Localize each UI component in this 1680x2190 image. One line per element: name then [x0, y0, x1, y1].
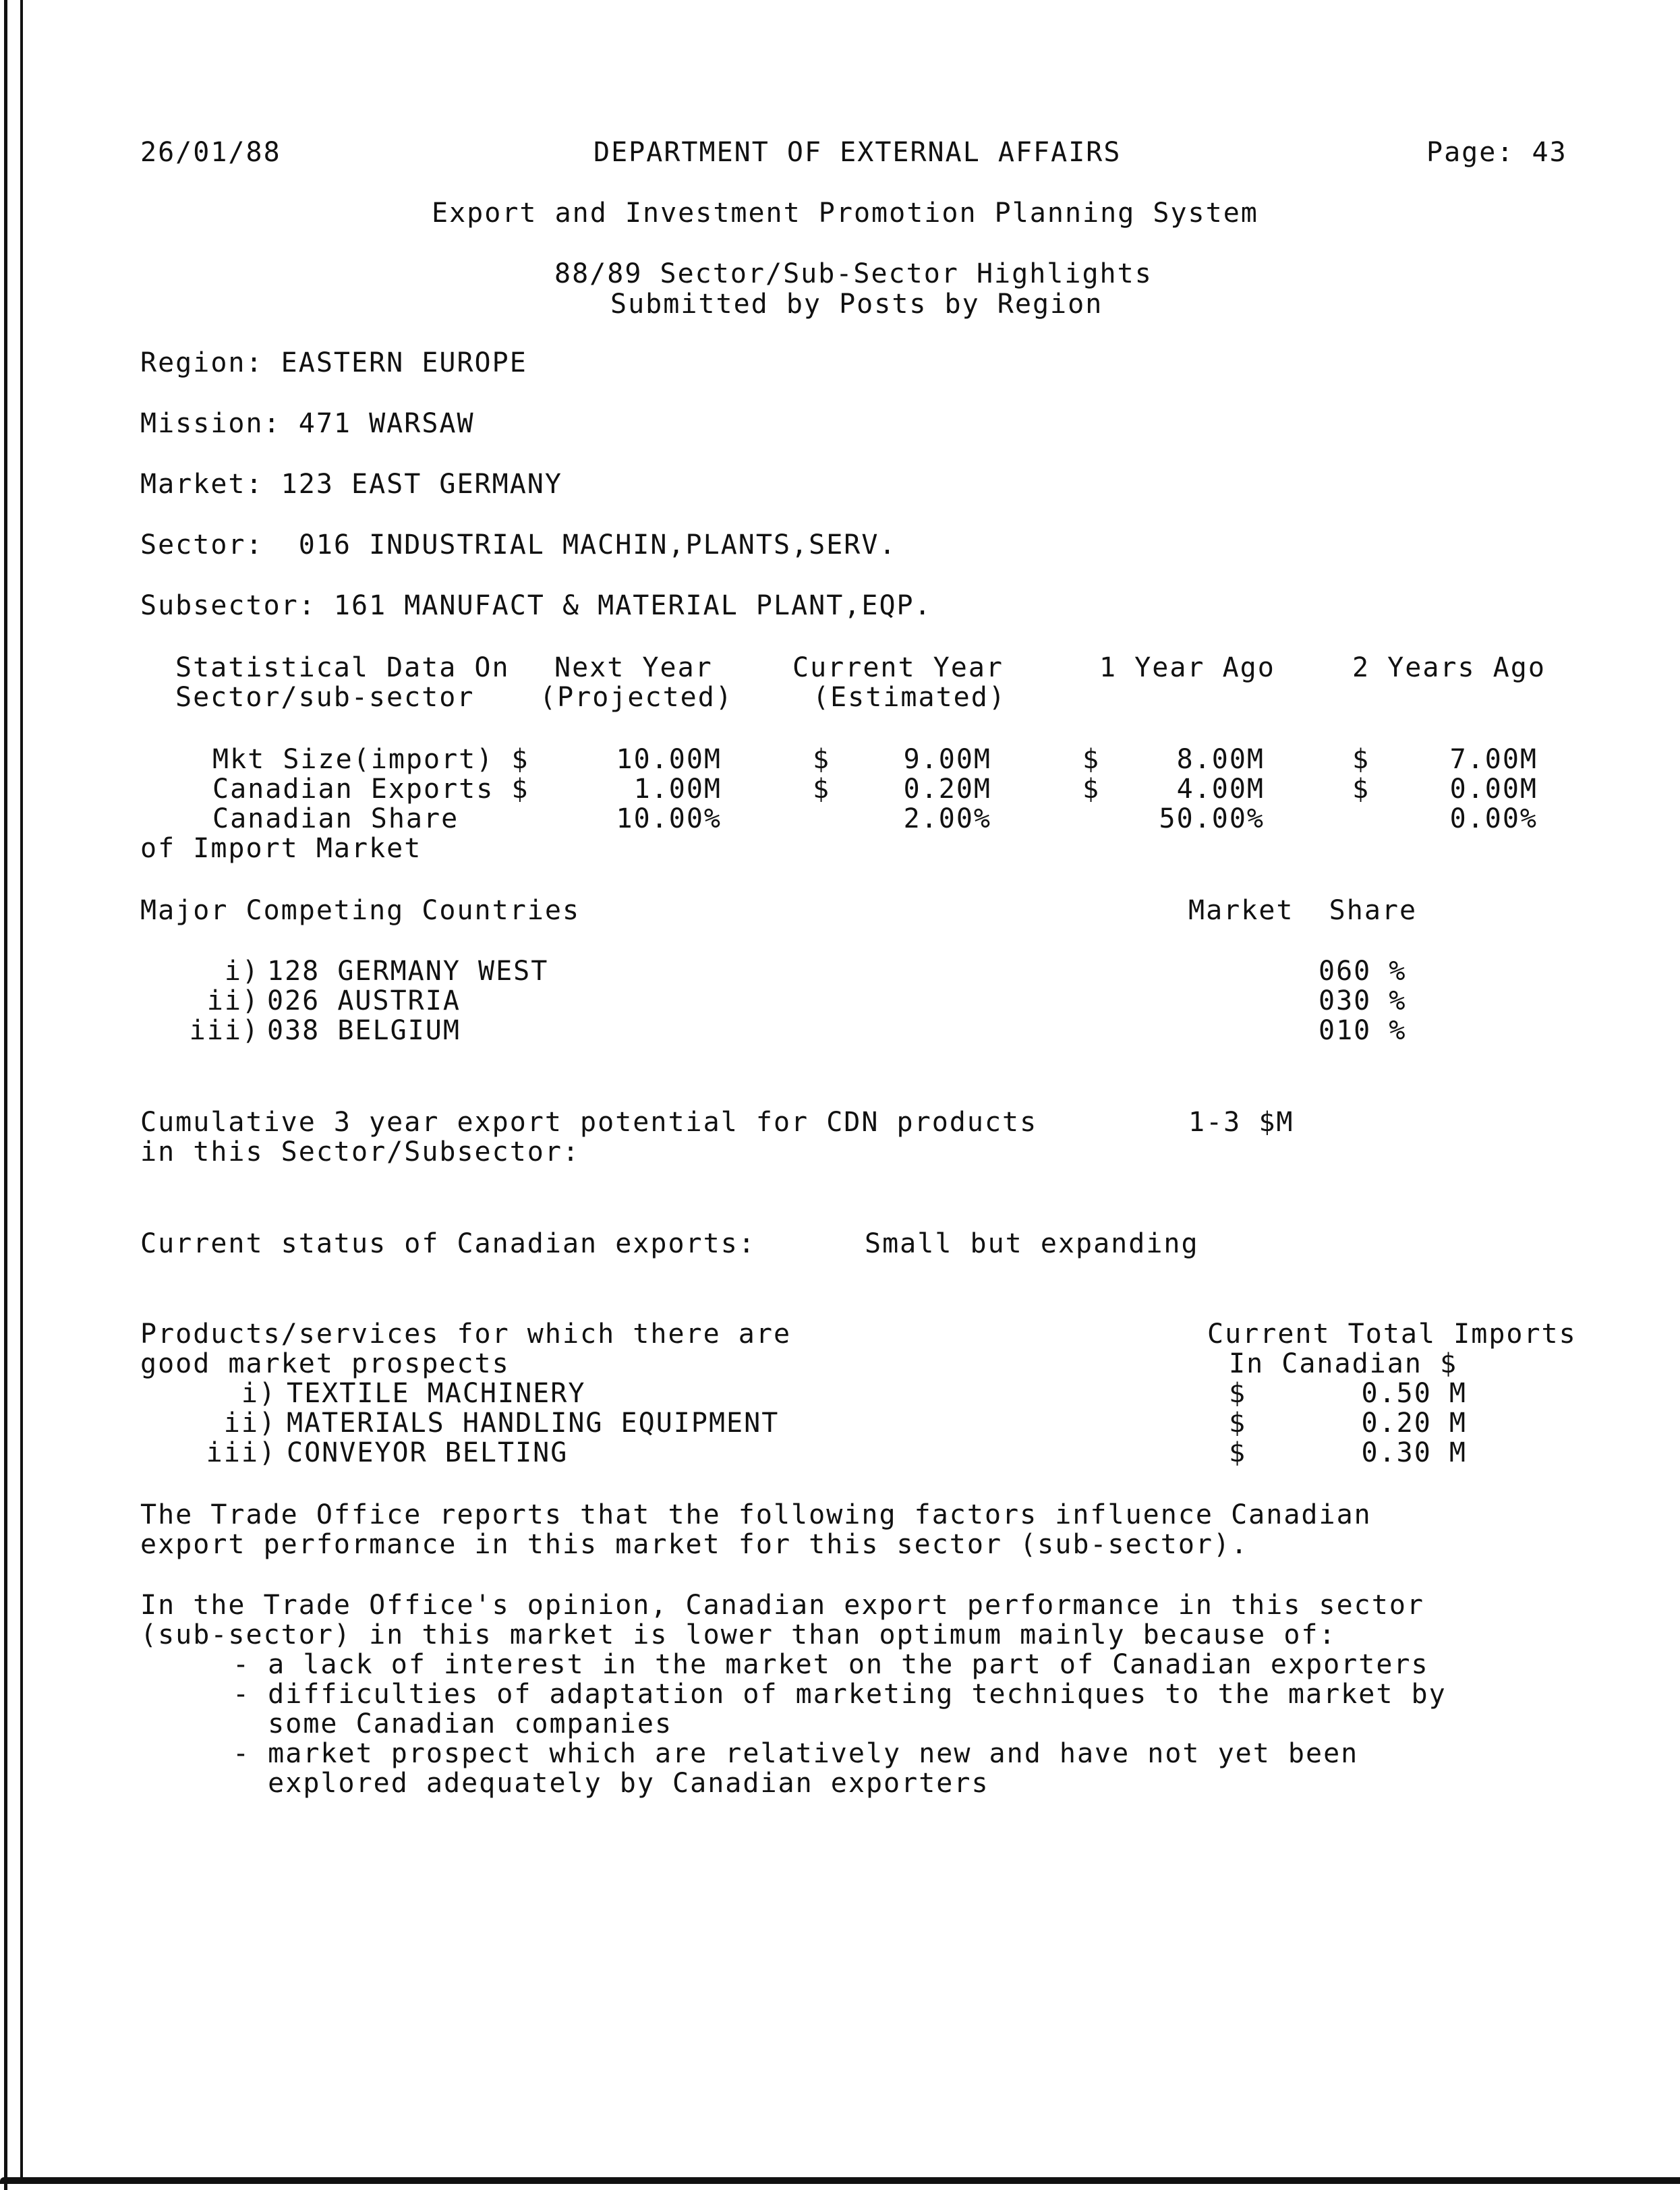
- submitted-subtitle: Submitted by Posts by Region: [610, 289, 1103, 320]
- header-department: DEPARTMENT OF EXTERNAL AFFAIRS: [593, 137, 1122, 168]
- product-currency: $: [1229, 1437, 1247, 1468]
- opinion-bullet-continued: explored adequately by Canadian exporters: [233, 1768, 989, 1799]
- row-label: Canadian Exports $: [212, 774, 529, 805]
- cell-one-year-ago: 4.00M: [1176, 774, 1265, 805]
- cell-current-year: 0.20M: [903, 774, 991, 805]
- opinion-bullet: - a lack of interest in the market on the part of Canadian exporters: [233, 1649, 1429, 1680]
- sector-field: Sector: 016 INDUSTRIAL MACHIN,PLANTS,SERV.: [140, 529, 897, 560]
- cell-next-year: 1.00M: [633, 774, 722, 805]
- header-page-number: Page: 43: [1426, 137, 1567, 168]
- header-date: 26/01/88: [140, 137, 281, 168]
- col-one-year-ago: 1 Year Ago: [1099, 652, 1275, 683]
- cell-two-years-ago: 0.00%: [1449, 803, 1538, 834]
- col-current-year-sub: (Estimated): [813, 682, 1006, 713]
- country-share: 030 %: [1319, 985, 1407, 1016]
- item-number: iii): [206, 1437, 277, 1468]
- product-imports-value: 0.30 M: [1361, 1437, 1467, 1468]
- cell-current-year: 9.00M: [903, 744, 991, 775]
- opinion-line-2: (sub-sector) in this market is lower than optimum mainly because of:: [140, 1619, 1337, 1650]
- factors-line-1: The Trade Office reports that the following factors influence Canadian: [140, 1499, 1372, 1530]
- competitors-heading: Major Competing Countries: [140, 895, 581, 926]
- market-share-heading: Market Share: [1188, 895, 1418, 926]
- row-label: Canadian Share: [212, 803, 459, 834]
- product-name: TEXTILE MACHINERY: [287, 1378, 586, 1409]
- product-imports-value: 0.50 M: [1361, 1378, 1467, 1409]
- status-label: Current status of Canadian exports:: [140, 1228, 756, 1259]
- cell-currency: $: [813, 744, 831, 775]
- cell-currency: $: [1082, 744, 1101, 775]
- cell-one-year-ago: 50.00%: [1159, 803, 1265, 834]
- opinion-line-1: In the Trade Office's opinion, Canadian export performance in this sector: [140, 1590, 1424, 1621]
- cell-currency: $: [1352, 744, 1370, 775]
- product-currency: $: [1229, 1378, 1247, 1409]
- product-imports-value: 0.20 M: [1361, 1408, 1467, 1439]
- region-field: Region: EASTERN EUROPE: [140, 347, 527, 378]
- col-two-years-ago: 2 Years Ago: [1352, 652, 1546, 683]
- col-next-year-sub: (Projected): [540, 682, 733, 713]
- col-next-year: Next Year: [554, 652, 713, 683]
- cell-one-year-ago: 8.00M: [1176, 744, 1265, 775]
- page-left-border: [4, 0, 7, 2190]
- potential-label-line-2: in this Sector/Subsector:: [140, 1136, 581, 1168]
- row-label: Mkt Size(import) $: [212, 744, 529, 775]
- item-number: i): [224, 956, 260, 987]
- country-share: 060 %: [1319, 956, 1407, 987]
- opinion-bullet-continued: some Canadian companies: [233, 1708, 673, 1739]
- cell-currency: $: [1082, 774, 1101, 805]
- products-heading-1: Products/services for which there are: [140, 1319, 792, 1350]
- page-bottom-border: [0, 2177, 1680, 2184]
- imports-heading-2: In Canadian $: [1229, 1348, 1458, 1379]
- cell-next-year: 10.00M: [616, 744, 722, 775]
- products-heading-2: good market prospects: [140, 1348, 510, 1379]
- country-name: 128 GERMANY WEST: [267, 956, 549, 987]
- cell-current-year: 2.00%: [903, 803, 991, 834]
- market-field: Market: 123 EAST GERMANY: [140, 469, 562, 500]
- cell-currency: $: [813, 774, 831, 805]
- page-left-border-inner: [20, 0, 23, 2180]
- opinion-bullet: - difficulties of adaptation of marketing techniques to the market by: [233, 1679, 1447, 1710]
- highlights-title: 88/89 Sector/Sub-Sector Highlights: [554, 258, 1153, 289]
- product-currency: $: [1229, 1408, 1247, 1439]
- stats-label-heading-2: Sector/sub-sector: [175, 682, 475, 713]
- potential-label-line-1: Cumulative 3 year export potential for CDN products: [140, 1107, 1038, 1138]
- cell-two-years-ago: 0.00M: [1449, 774, 1538, 805]
- country-name: 038 BELGIUM: [267, 1015, 461, 1046]
- system-title: Export and Investment Promotion Planning System: [432, 198, 1258, 229]
- opinion-bullet: - market prospect which are relatively new and have not yet been: [233, 1738, 1359, 1769]
- col-current-year: Current Year: [792, 652, 1004, 683]
- item-number: i): [241, 1378, 277, 1409]
- status-value: Small but expanding: [865, 1228, 1199, 1259]
- potential-value: 1-3 $M: [1188, 1107, 1294, 1138]
- share-label-continued: of Import Market: [140, 833, 422, 864]
- country-name: 026 AUSTRIA: [267, 985, 461, 1016]
- product-name: MATERIALS HANDLING EQUIPMENT: [287, 1408, 780, 1439]
- item-number: iii): [189, 1015, 260, 1046]
- factors-line-2: export performance in this market for this sector (sub-sector).: [140, 1529, 1249, 1560]
- item-number: ii): [206, 985, 260, 1016]
- imports-heading-1: Current Total Imports: [1207, 1319, 1577, 1350]
- mission-field: Mission: 471 WARSAW: [140, 408, 475, 439]
- cell-currency: $: [1352, 774, 1370, 805]
- stats-label-heading-1: Statistical Data On: [175, 652, 510, 683]
- item-number: ii): [223, 1408, 277, 1439]
- product-name: CONVEYOR BELTING: [287, 1437, 569, 1468]
- cell-two-years-ago: 7.00M: [1449, 744, 1538, 775]
- country-share: 010 %: [1319, 1015, 1407, 1046]
- cell-next-year: 10.00%: [616, 803, 722, 834]
- subsector-field: Subsector: 161 MANUFACT & MATERIAL PLANT,EQP.: [140, 590, 932, 621]
